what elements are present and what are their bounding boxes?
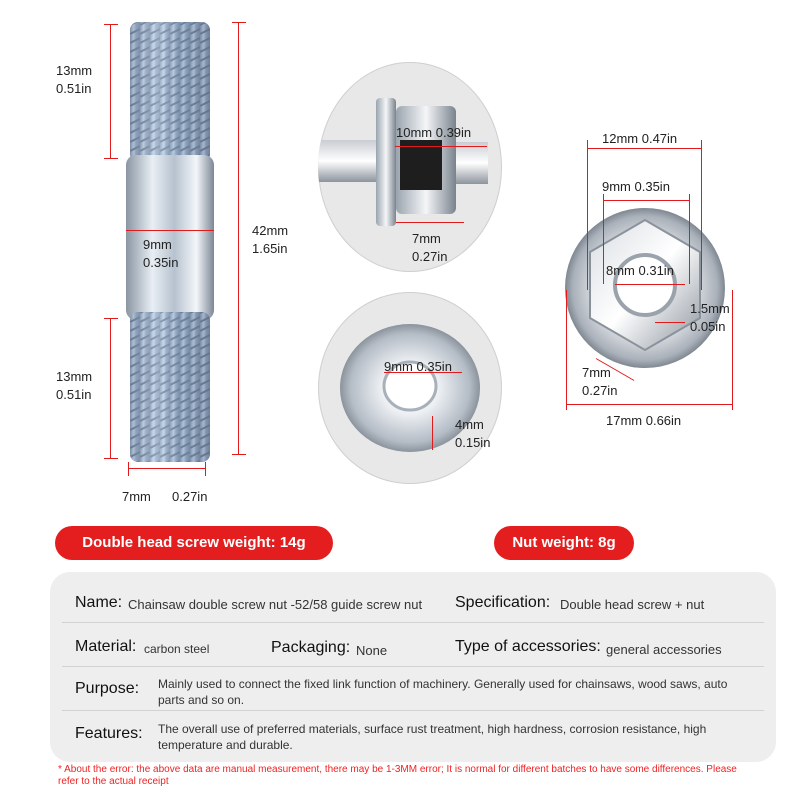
row-divider — [62, 710, 764, 711]
top-thread-dim-cap — [104, 158, 118, 159]
flange-inner-dim-cap — [689, 194, 690, 284]
flange-hole-dim-line — [615, 284, 685, 285]
flange-outer-dim-cap — [701, 140, 702, 290]
bottom-thread-dim-cap — [104, 458, 118, 459]
diameter-in: 0.27in — [172, 489, 208, 504]
washer-view — [318, 292, 502, 484]
packaging-label: Packaging: — [271, 639, 351, 656]
flange-overall-dim-cap — [732, 290, 733, 410]
flange-nut-figure — [560, 190, 730, 380]
diameter-mm: 7mm — [122, 489, 151, 504]
diameter-dim-line — [128, 468, 205, 469]
bottom-thread-dim-line — [110, 318, 111, 458]
washer-inner: 9mm 0.35in — [384, 359, 452, 374]
specification-label: Specification: — [455, 594, 551, 611]
bottom-thread-mm: 13mm — [56, 369, 93, 384]
flange-inner-dim-line — [603, 200, 689, 201]
top-thread-dim-cap — [104, 24, 118, 25]
flange-outer: 12mm 0.47in — [602, 131, 678, 146]
flange-nut-illustration — [560, 190, 730, 380]
top-thread-in: 0.51in — [56, 81, 92, 96]
purpose-value: Mainly used to connect the fixed link function of machinery. Generally used for chainsaws, wood saws, auto parts and so on. — [158, 677, 728, 707]
washer-thick-in: 0.15in — [455, 435, 491, 450]
nut-thread-in: 0.27in — [412, 249, 448, 264]
flange-inner-dim-cap — [603, 194, 604, 284]
flange-overall: 17mm 0.66in — [606, 413, 682, 428]
purpose-label: Purpose: — [75, 680, 140, 697]
flange-thread-in: 0.27in — [582, 383, 618, 398]
row-divider — [62, 666, 764, 667]
diameter-dim-cap — [128, 462, 129, 476]
error-note: * About the error: the above data are manual measurement, there may be 1-3MM error; It is normal for different batches to have some differences. Please refer to the actual receipt — [58, 764, 737, 787]
washer-thick-dim-line — [432, 416, 433, 450]
flange-overall-dim-line — [566, 404, 732, 405]
top-thread-dim-line — [110, 24, 111, 159]
accessories-label: Type of accessories: — [455, 638, 601, 655]
nut-thread-mm: 7mm — [412, 231, 441, 246]
middle-in: 0.35in — [143, 255, 179, 270]
features-label: Features: — [75, 725, 143, 742]
middle-mm: 9mm — [143, 237, 172, 252]
top-thread-mm: 13mm — [56, 63, 93, 78]
washer-thick-mm: 4mm — [455, 417, 484, 432]
accessories-value: general accessories — [606, 642, 722, 657]
middle-dim-line — [126, 230, 214, 231]
name-label: Name: — [75, 594, 123, 611]
nut-thread-dim-line — [396, 222, 464, 223]
flange-overall-dim-cap — [566, 290, 567, 410]
material-label: Material: — [75, 638, 137, 655]
bottom-thread-in: 0.51in — [56, 387, 92, 402]
flange-inner: 9mm 0.35in — [602, 179, 670, 194]
washer-illustration — [318, 292, 502, 484]
packaging-value: None — [356, 643, 388, 658]
nut-side-view — [318, 62, 502, 272]
bottom-thread-dim-cap — [104, 318, 118, 319]
flange-lip-dim-line — [655, 322, 685, 323]
nut-height: 10mm 0.39in — [396, 125, 472, 140]
nut-weight-badge: Nut weight: 8g — [494, 526, 634, 560]
material-value: carbon steel — [144, 642, 210, 656]
flange-outer-dim-line — [587, 148, 701, 149]
diameter-dim-cap — [205, 462, 206, 476]
flange-thread-mm: 7mm — [582, 365, 611, 380]
flange-outer-dim-cap — [587, 140, 588, 290]
features-value: The overall use of preferred materials, surface rust treatment, high hardness, corrosion resistance, high temperature and durable. — [158, 722, 707, 752]
flange-lip-mm: 1.5mm — [690, 301, 730, 316]
length-dim-cap — [232, 454, 246, 455]
screw-weight-badge: Double head screw weight: 14g — [55, 526, 333, 560]
nut-height-dim-line — [395, 146, 487, 147]
row-divider — [62, 622, 764, 623]
flange-lip-in: 0.05in — [690, 319, 726, 334]
name-value: Chainsaw double screw nut -52/58 guide screw nut — [128, 597, 423, 612]
length-in: 1.65in — [252, 241, 288, 256]
length-dim-cap — [232, 22, 246, 23]
length-dim-line — [238, 22, 239, 454]
length-mm: 42mm — [252, 223, 289, 238]
spec-panel — [50, 572, 776, 762]
nut-side-illustration — [318, 62, 502, 272]
flange-hole: 8mm 0.31in — [606, 263, 674, 278]
specification-value: Double head screw + nut — [560, 597, 705, 612]
